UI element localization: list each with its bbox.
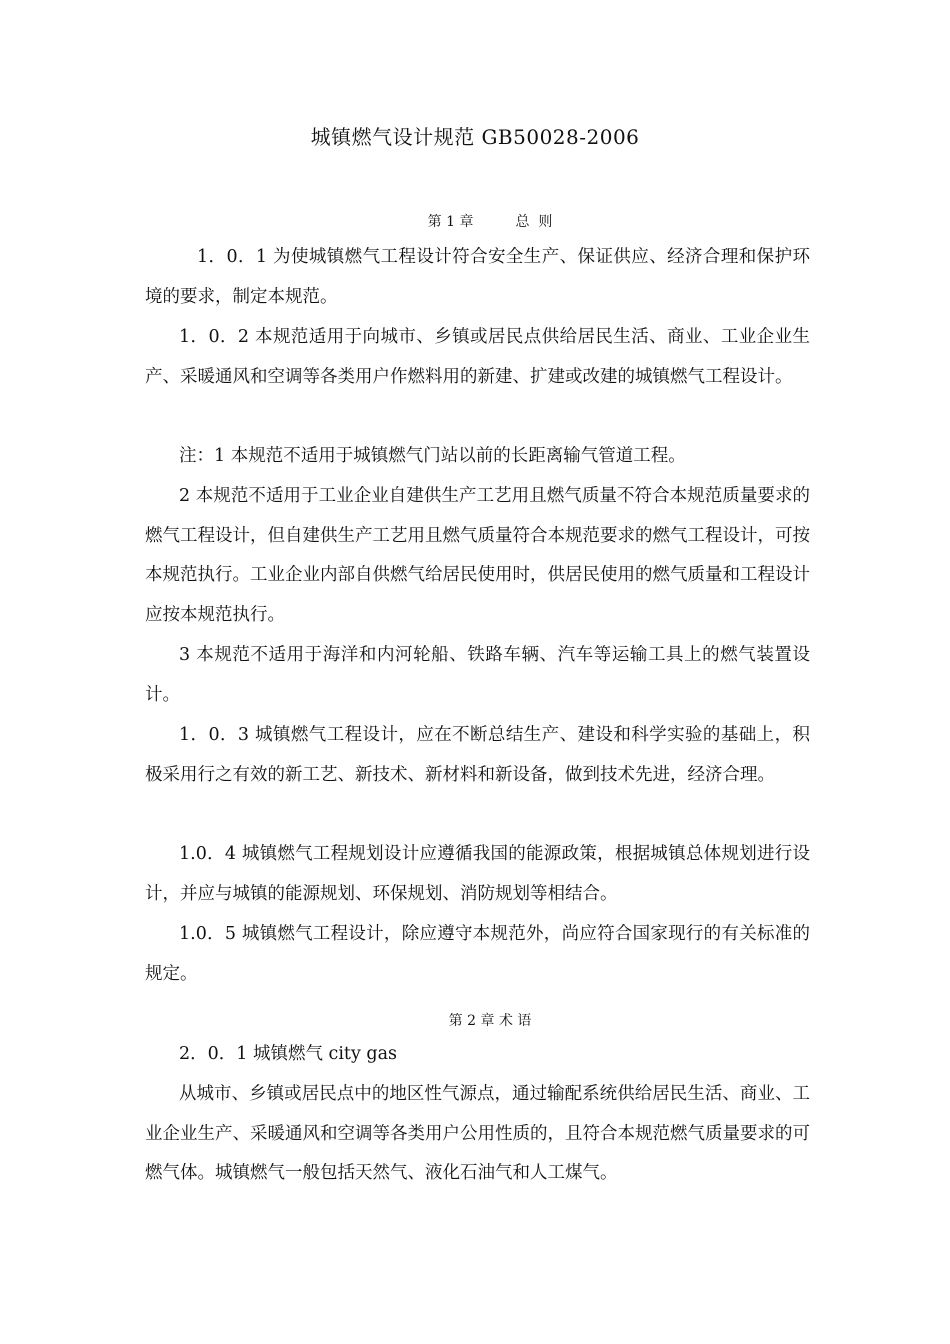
clause-1-0-5: 1.0．5 城镇燃气工程设计，除应遵守本规范外，尚应符合国家现行的有关标准的规定。 (145, 924, 810, 984)
chapter-2-heading: 第 2 章 术 语 (448, 1013, 532, 1029)
chapter-1-heading (0, 212, 950, 232)
note-2: 2 本规范不适用于工业企业自建供生产工艺用且燃气质量不符合本规范质量要求的燃气工程设计，但自建供生产工艺用且燃气质量符合本规范要求的燃气工程设计，可按本规范执行。工业企业内部自供燃气给居民使用时，供居民使用的燃气质量和工程设计应按本规范执行。 (145, 486, 810, 625)
document-title: 城镇燃气设计规范 GB50028-2006 (310, 125, 640, 149)
clause-1-0-4: 1.0．4 城镇燃气工程规划设计应遵循我国的能源政策，根据城镇总体规划进行设计，并应与城镇的能源规划、环保规划、消防规划等相结合。 (145, 844, 810, 904)
chapter-1-number: 第 1 章 (427, 214, 474, 230)
clause-1-0-1: 1．0．1 为使城镇燃气工程设计符合安全生产、保证供应、经济合理和保护环境的要求，制定本规范。 (145, 247, 810, 307)
note-1: 注：1 本规范不适用于城镇燃气门站以前的长距离输气管道工程。 (179, 446, 686, 466)
chapter-1-name: 总 则 (515, 214, 553, 230)
note-3: 3 本规范不适用于海洋和内河轮船、铁路车辆、汽车等运输工具上的燃气装置设计。 (145, 645, 810, 705)
definition-city-gas: 从城市、乡镇或居民点中的地区性气源点，通过输配系统供给居民生活、商业、工业企业生产、采暖通风和空调等各类用户公用性质的，且符合本规范燃气质量要求的可燃气体。城镇燃气一般包括天然气、液化石油气和人工煤气。 (145, 1084, 810, 1183)
clause-1-0-2: 1．0．2 本规范适用于向城市、乡镇或居民点供给居民生活、商业、工业企业生产、采暖通风和空调等各类用户作燃料用的新建、扩建或改建的城镇燃气工程设计。 (145, 327, 810, 387)
clause-1-0-3: 1．0．3 城镇燃气工程设计，应在不断总结生产、建设和科学实验的基础上，积极采用行之有效的新工艺、新技术、新材料和新设备，做到技术先进，经济合理。 (145, 725, 810, 785)
clause-2-0-1: 2．0．1 城镇燃气 city gas (179, 1044, 398, 1064)
